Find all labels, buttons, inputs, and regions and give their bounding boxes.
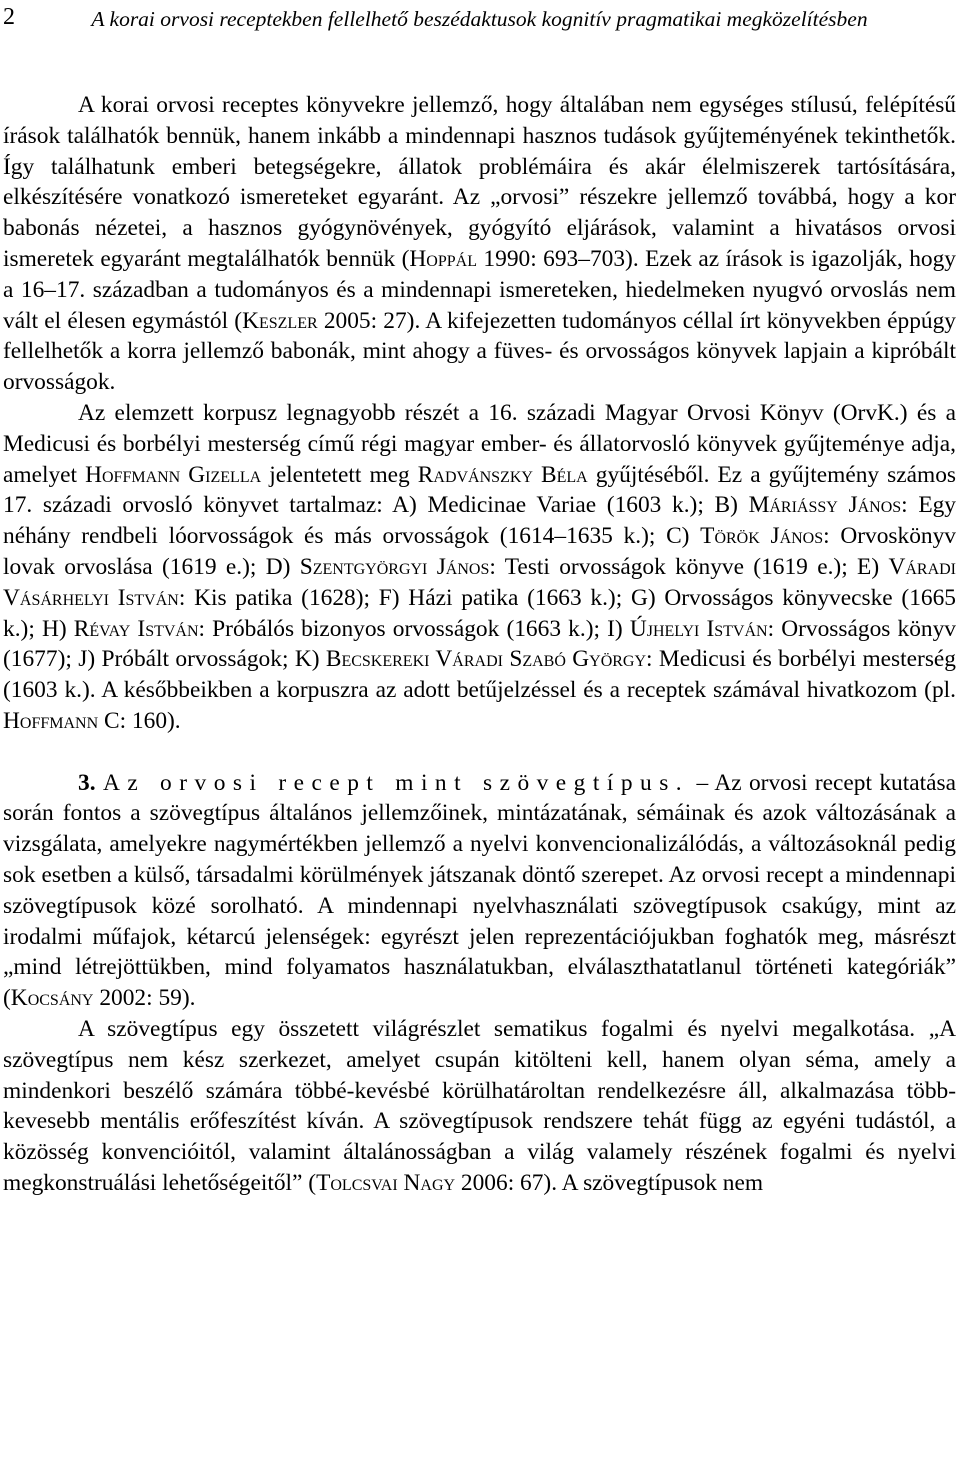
text-run: 2002: 59). <box>93 985 196 1012</box>
paragraph-section-3 <box>3 768 956 1014</box>
text-run: : Orvosságos könyv (1677); J) Próbált orvosságok; K) <box>3 615 956 673</box>
text-run: 2005: 27). A kifejezetten tudományos céllal írt könyvekben éppúgy fellelhetők a korra jellemző babonák, mint ahogy a füves- és orvosságos könyvek lapjain a kipróbált orvosságok. <box>3 307 956 396</box>
running-title: A korai orvosi receptekben fellelhető beszédaktusok kognitív pragmatikai megközelítésben <box>91 7 868 31</box>
text-run: gyűjtéséből. Ez a gyűjtemény számos 17. századi orvosló könyvet tartalmaz: A) Medicinae Variae (1603 k.); B) <box>3 461 956 519</box>
author-name: Váradi Vásárhelyi István <box>3 553 957 611</box>
page-number: 2 <box>3 4 15 30</box>
author-name: Révay István <box>73 615 199 642</box>
text-run: A korai orvosi receptes könyvekre jellemző, hogy általában nem egységes stílusú, felépítésű írások találhatók bennük, hanem inkább a mindennapi hasznos tudások gyűjteményének tekinthetők. Így találhatunk emberi betegségekre, állatok problémáira és akár élelmiszerek tartósítására, elkészítésére vonatkozó ismereteket egyaránt. Az „orvosi” részekre jellemző továbbá, hogy a kor babonás nézetei, a hasznos gyógynövények, gyógyító eljárások, valamint a hivatásos orvosi ismeretek egyaránt megtalálhatók bennük ( <box>3 92 956 272</box>
paragraph-text-type <box>3 1014 956 1199</box>
author-citation: Hoppál <box>409 245 477 272</box>
author-citation: Kocsány <box>10 985 94 1012</box>
text-run: : Próbálós bizonyos orvosságok (1663 k.); I) <box>198 615 630 642</box>
text-run: : Kis patika (1628); F) Házi patika (1663 k.); G) Orvosságos könyvecske (1665 k.); H) <box>3 584 956 642</box>
text-run: jelentetett meg <box>261 461 418 488</box>
text-run: 2006: 67). A szövegtípusok nem <box>455 1169 764 1196</box>
section-heading: Az orvosi recept mint szövegtípus. <box>102 769 690 796</box>
text-run: – Az orvosi recept kutatása során fontos a szövegtípus általános jellemzőinek, mintázatának, sémáinak és azok változásának a vizsgálata, amelyekre nagymértékben jellemző a nyelvi konvencionalizálódás, a változásoknál pedig sok esetben a külső, társadalmi körülmények játszanak döntő szerepet. Az orvosi recept a mindennapi szövegtípusok közé sorolható. A mindennapi nyelvhasználati szövegtípusok csakúgy, mint az irodalmi műfajok, kétarcú jelenségek: egyrészt jelen reprezentációjukban foghatók meg, másrészt „mind létrejöttükben, mind folyamatos használatukban, elválaszthatatlanul történeti kategóriák” ( <box>3 769 956 1012</box>
author-name: Hoffmann Gizella <box>85 461 262 488</box>
author-citation: Hoffmann <box>3 707 99 734</box>
paragraph-intro <box>3 90 956 398</box>
author-name: Török János <box>700 523 824 550</box>
author-name: Újhelyi István <box>629 615 768 642</box>
text-run: : Testi orvosságok könyve (1619 e.); E) <box>489 553 889 580</box>
page-header <box>3 0 956 90</box>
text-run: 1990: 693–703). Ezek az írások is igazolják, hogy a 16–17. században a tudományos és a mindennapi ismereteken, hiedelmeken nyugvó orvoslás nem vált el élesen egymástól ( <box>3 245 957 334</box>
text-run: : Orvoskönyv lovak orvoslása (1619 e.); D) <box>3 523 956 580</box>
author-name: Szentgyörgyi János <box>299 553 490 580</box>
author-citation: Tolcsvai Nagy <box>316 1169 456 1196</box>
author-name: Máriássy János <box>748 492 902 519</box>
text-run: : Egy néhány rendbeli lóorvosságok és más orvosságok (1614–1635 k.); C) <box>3 492 956 550</box>
text-run: C: 160). <box>98 707 181 734</box>
paragraph-corpus <box>3 398 956 737</box>
section-number: 3. <box>78 769 96 796</box>
author-citation: Keszler <box>242 307 318 334</box>
text-run: Az elemzett korpusz legnagyobb részét a 16. századi Magyar Orvosi Könyv (OrvK.) és a Medicusi és borbélyi mesterség című régi magyar ember- és állatorvosló könyvek gyűjteménye adja, amelyet <box>3 399 956 488</box>
text-run: : Medicusi és borbélyi mesterség (1603 k.). A későbbeikben a korpuszra az adott betűjelzéssel és a receptek számával hivatkozom (pl. <box>3 646 956 704</box>
text-run: A szövegtípus egy összetett világrészlet sematikus fogalmi és nyelvi megalkotása. „A szövegtípus nem kész szerkezet, amelyet csupán kitölteni kell, hanem olyan séma, amely a mindenkori beszélő számára többé-kevésbé körülhatároltan rendelkezésre áll, alkalmazása több-kevesebb mentális erőfeszítést kíván. A szövegtípusok rendszere tehát függ az egyéni tudástól, a közösség konvencióitól, valamint általánosságban a világ valamely részének fogalmi és nyelvi megkonstruálási lehetőségeitől” ( <box>3 1015 956 1196</box>
author-name: Becskereki Váradi Szabó György <box>325 646 647 673</box>
author-name: Radvánszky Béla <box>417 461 588 488</box>
body-text <box>3 90 956 1199</box>
